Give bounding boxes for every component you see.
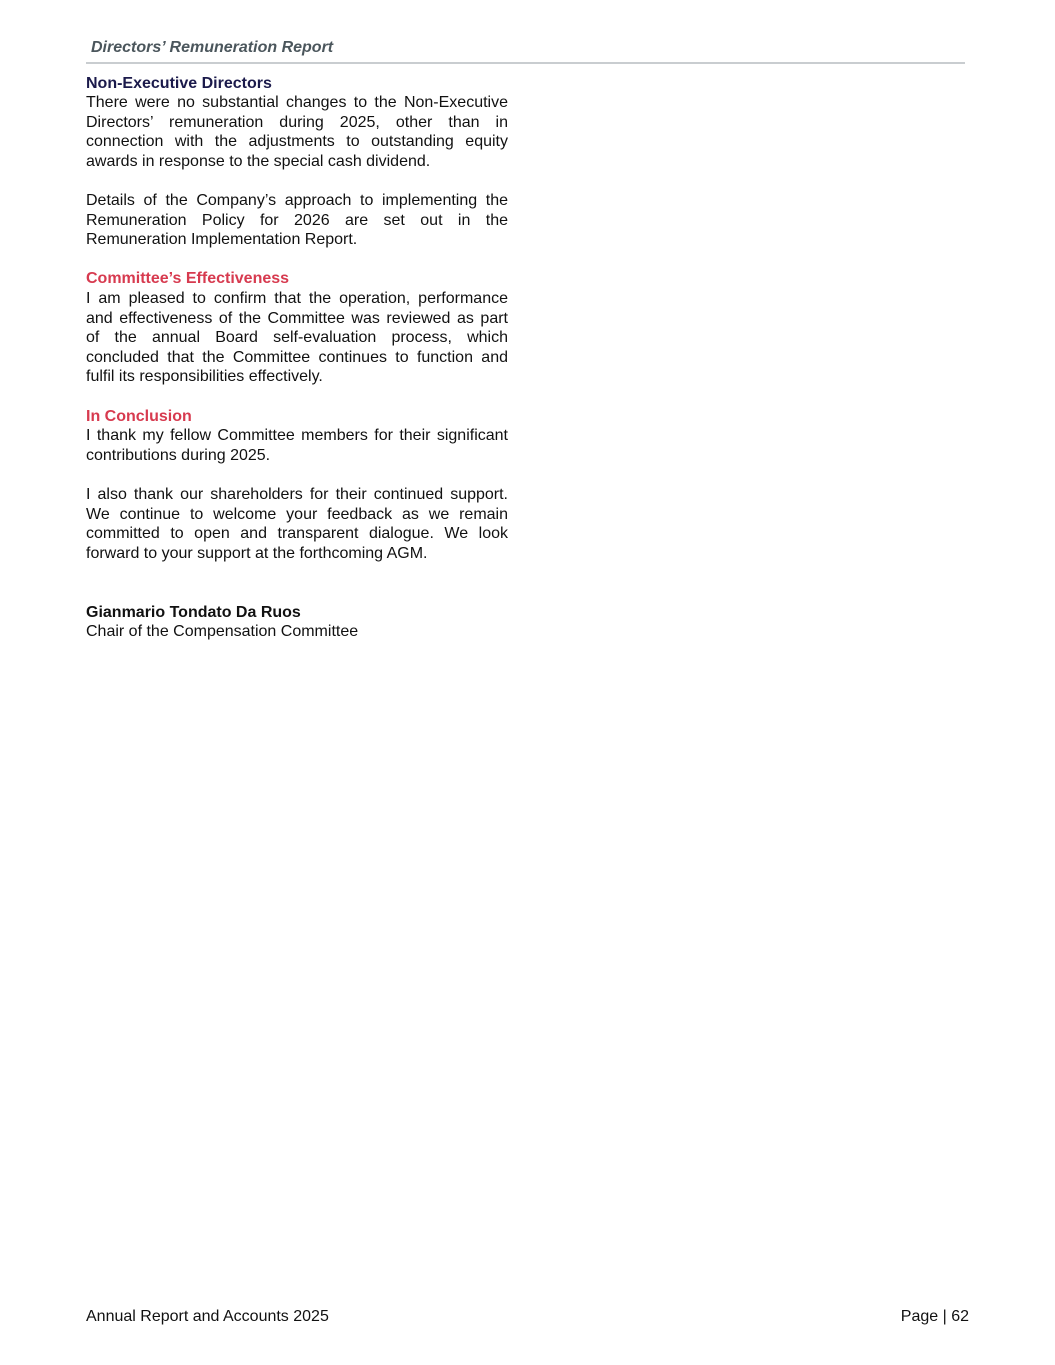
- footer-report-title: Annual Report and Accounts 2025: [86, 1308, 329, 1325]
- section-committee-effectiveness: [86, 269, 508, 387]
- footer-page-number: Page | 62: [900, 1308, 969, 1325]
- signature-block: [86, 603, 508, 642]
- section-heading: In Conclusion: [86, 407, 192, 425]
- paragraph: I thank my fellow Committee members for their significant contributions during 2025.: [86, 427, 508, 464]
- section-heading: Non-Executive Directors: [86, 74, 272, 92]
- section-non-executive-directors: [86, 74, 508, 172]
- paragraph: There were no substantial changes to the Non-Executive Directors’ remuneration during 2025, other than in connection with the adjustments to outstanding equity awards in response to the special cash dividend.: [86, 94, 508, 170]
- section-heading: Committee’s Effectiveness: [86, 270, 290, 288]
- paragraph: I am pleased to confirm that the operation, performance and effectiveness of the Committee was reviewed as part of the annual Board self-evaluation process, which concluded that the Committee continues to function and fulfil its responsibilities effectively.: [86, 290, 508, 386]
- signatory-name: Gianmario Tondato Da Ruos: [86, 603, 301, 621]
- signatory-role: Chair of the Compensation Committee: [86, 623, 359, 641]
- running-header: Directors’ Remuneration Report: [91, 39, 334, 56]
- section-in-conclusion: [86, 407, 508, 466]
- paragraph: I also thank our shareholders for their continued support. We continue to welcome your feedback as we remain committed to open and transparent dialogue. We look forward to your support at the forthcoming AGM.: [86, 485, 508, 562]
- header-divider: [86, 62, 965, 64]
- main-column: [86, 74, 508, 642]
- paragraph: Details of the Company’s approach to implementing the Remuneration Policy for 2026 are set out in the Remuneration Implementation Report.: [86, 192, 508, 249]
